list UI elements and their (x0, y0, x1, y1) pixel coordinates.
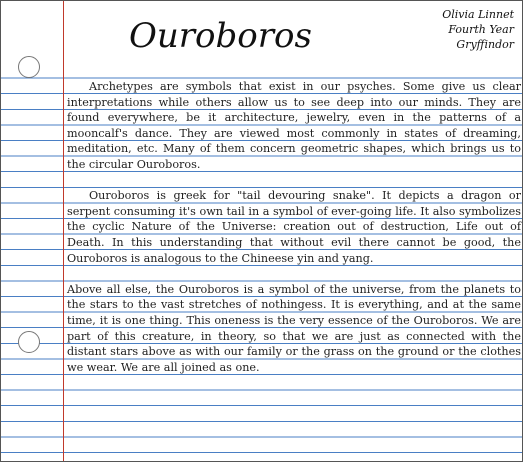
essay-title: Ouroboros (129, 16, 312, 56)
author-block (442, 7, 514, 52)
paragraph-definition: Ouroboros is greek for "tail devouring snake". It depicts a dragon or serpent consuming it's own tail in a symbol of ever-going life. It also symbolizes the cyclic Nature of the Universe: creation out of destruction, Life out of Death. In this understanding that without evil there cannot be good, the Ouroboros is analogous to the Chineese yin and yang. (67, 189, 521, 265)
author-house: Gryffindor (456, 38, 514, 51)
paragraph-archetypes: Archetypes are symbols that exist in our psyches. Some give us clear interpretations while others allow us to see deep into our minds. They are found everywhere, be it architecture, jewelry, even in the patterns of a mooncalf's dance. They are viewed most commonly in states of dreaming, meditation, etc. Many of them concern geometric shapes, which brings us to the circular Ouroboros. (67, 80, 521, 171)
author-year: Fourth Year (448, 23, 514, 36)
binder-hole-bottom (18, 331, 40, 353)
author-name: Olivia Linnet (442, 8, 514, 21)
margin-line (63, 1, 64, 461)
essay-body (67, 79, 521, 391)
paragraph-universe: Above all else, the Ouroboros is a symbol of the universe, from the planets to the stars to the vast stretches of nothingess. It is everything, and at the same time, it is one thing. This oneness is the very essence of the Ouroboros. We are part of this creature, in theory, so that we are just as connected with the distant stars above as with our family or the grass on the ground or the clothes we wear. We are all joined as one. (67, 282, 521, 374)
binder-hole-top (18, 56, 40, 78)
